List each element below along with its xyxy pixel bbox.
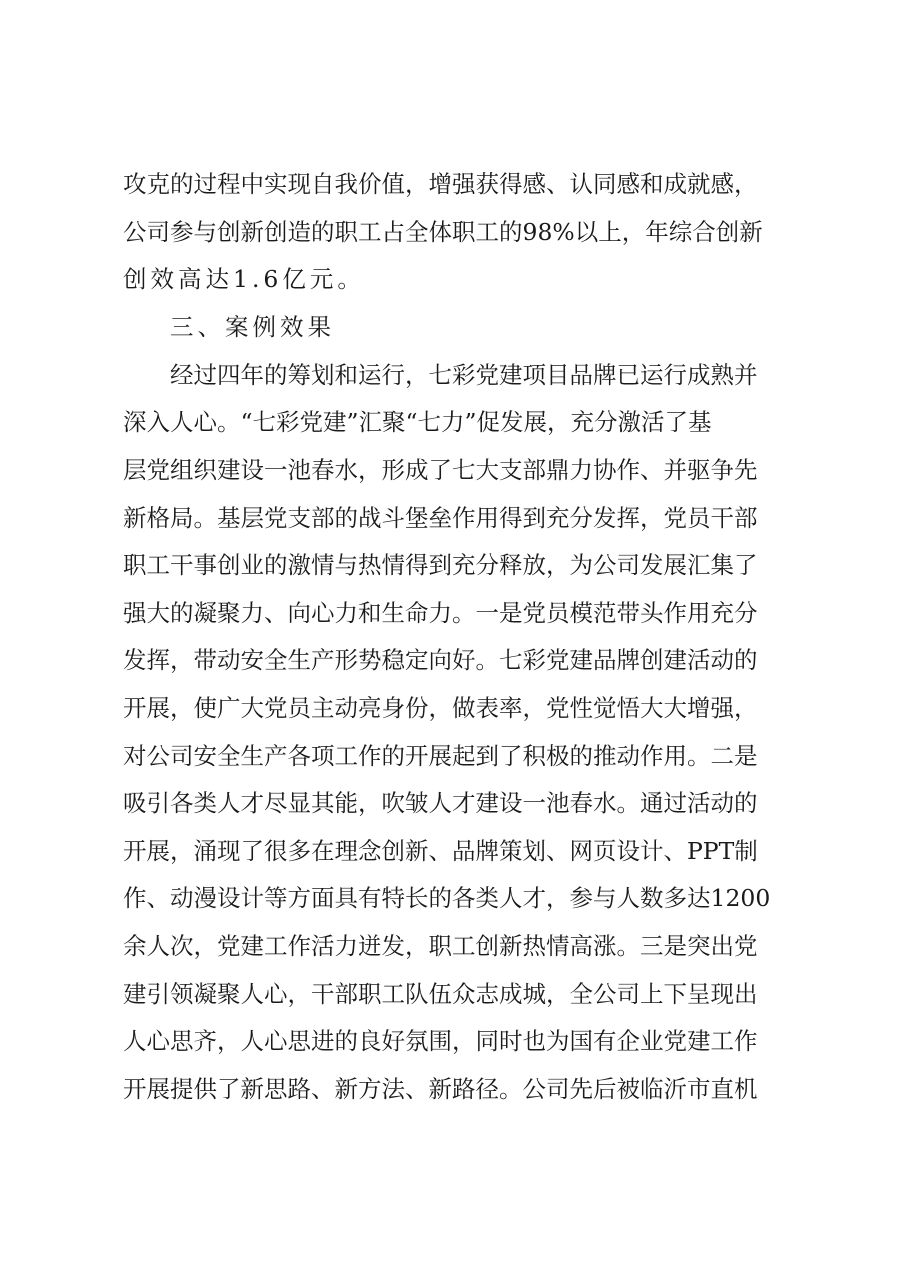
text-line: 对公司安全生产各项工作的开展起到了积极的推动作用。二是 (123, 742, 758, 770)
text-line: 建引领凝聚人心，干部职工队伍众志成城，全公司上下呈现出 (123, 980, 758, 1008)
text-line: 深入人心。“七彩党建”汇聚“七力”促发展，充分激活了基 (123, 408, 712, 436)
text-line: 开展提供了新思路、新方法、新路径。公司先后被临沂市直机 (123, 1075, 758, 1103)
text-line: 公司参与创新创造的职工占全体职工的98%以上，年综合创新 (123, 218, 763, 246)
text-line: 职工干事创业的激情与热情得到充分释放，为公司发展汇集了 (123, 551, 758, 579)
text-line: 经过四年的筹划和运行，七彩党建项目品牌已运行成熟并 (170, 361, 758, 389)
text-line: 攻克的过程中实现自我价值，增强获得感、认同感和成就感， (123, 170, 758, 198)
text-line: 人心思齐，人心思进的良好氛围，同时也为国有企业党建工作 (123, 1027, 758, 1055)
text-line: 开展，涌现了很多在理念创新、品牌策划、网页设计、PPT制 (123, 837, 758, 865)
section-heading: 三、案例效果 (170, 313, 335, 341)
text-line: 余人次，党建工作活力迸发，职工创新热情高涨。三是突出党 (123, 932, 758, 960)
text-line: 强大的凝聚力、向心力和生命力。一是党员模范带头作用充分 (123, 599, 758, 627)
text-line: 吸引各类人才尽显其能，吹皱人才建设一池春水。通过活动的 (123, 789, 758, 817)
text-line: 开展，使广大党员主动亮身份，做表率，党性觉悟大大增强， (123, 694, 758, 722)
text-line: 作、动漫设计等方面具有特长的各类人才，参与人数多达1200 (123, 884, 771, 912)
text-line: 发挥，带动安全生产形势稳定向好。七彩党建品牌创建活动的 (123, 646, 758, 674)
text-line: 创效高达1.6亿元。 (123, 265, 365, 293)
text-line: 新格局。基层党支部的战斗堡垒作用得到充分发挥，党员干部 (123, 504, 758, 532)
text-line: 层党组织建设一池春水，形成了七大支部鼎力协作、并驱争先 (123, 456, 758, 484)
